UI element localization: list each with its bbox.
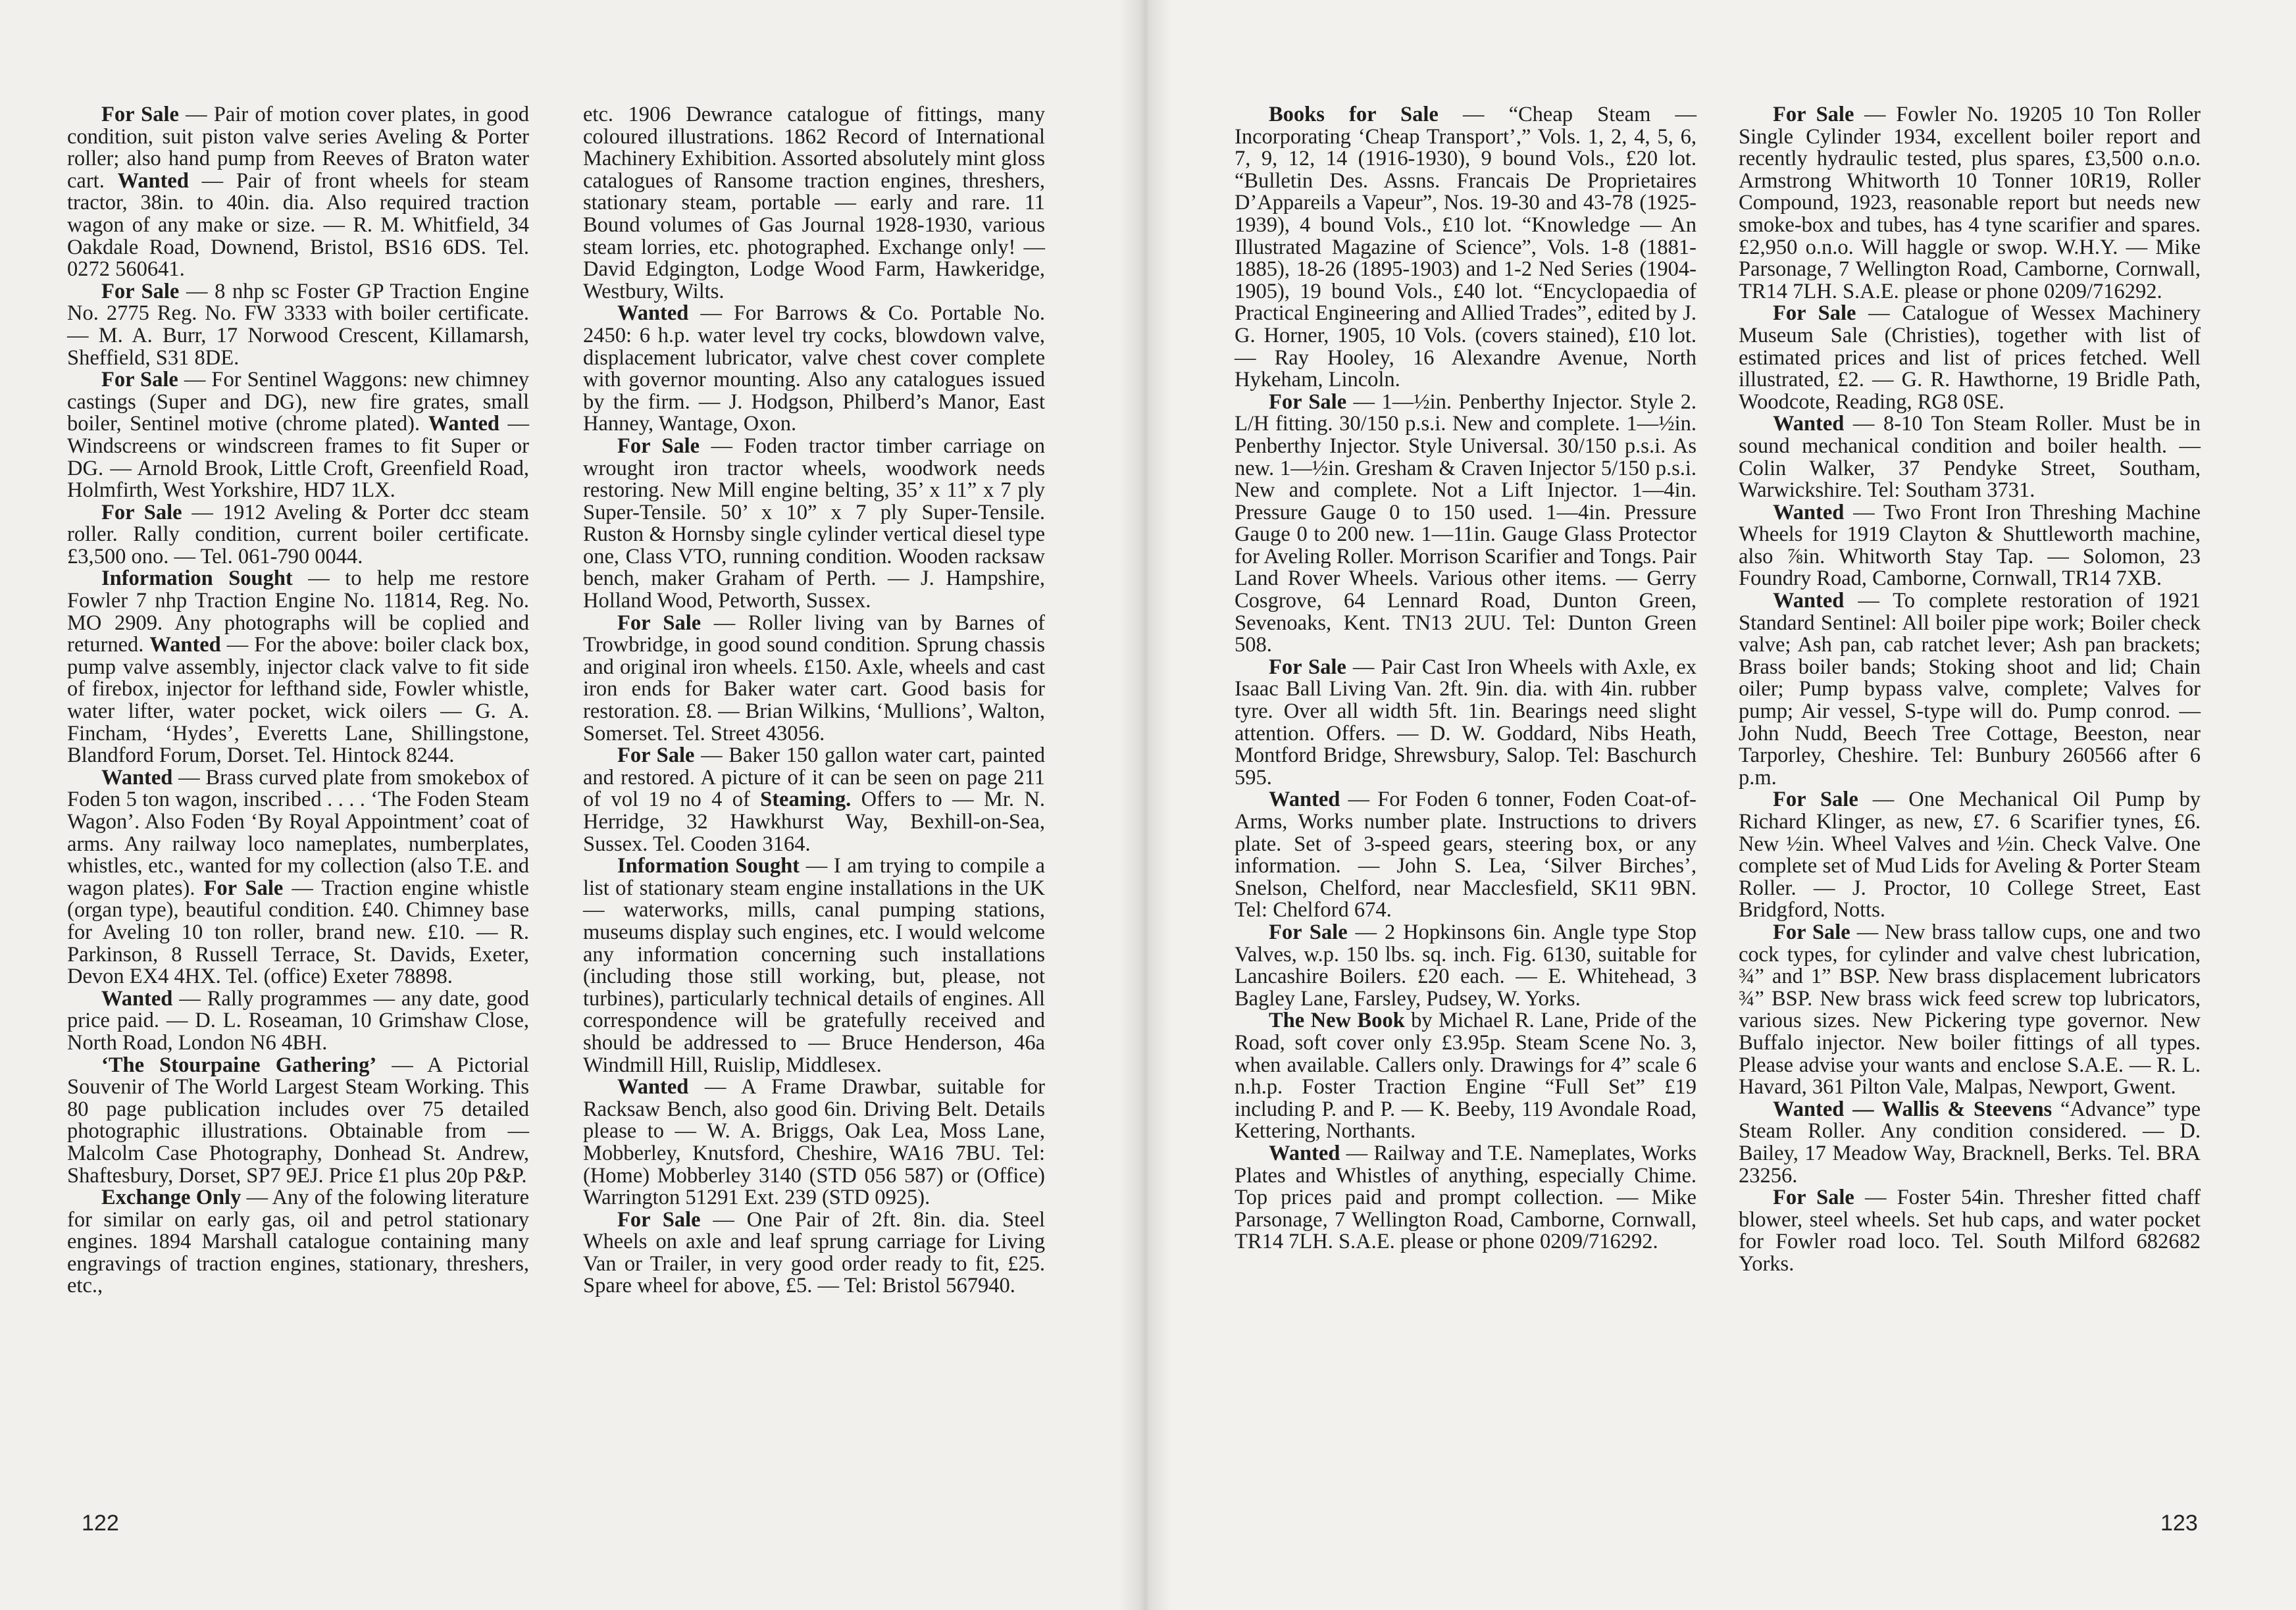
classified-ad	[1235, 104, 1696, 391]
ad-heading: The New Book	[1269, 1009, 1405, 1033]
ad-heading: For Sale	[1773, 920, 1850, 944]
ad-text: — Windscreens or windscreen frames to fit Super or DG. — Arnold Brook, Little Croft, Greenfield Road, Holmfirth, West Yorkshire, HD7 1LX.	[67, 412, 529, 503]
ad-heading: Information Sought	[101, 566, 293, 591]
ad-text: — 8 nhp sc Foster GP Traction Engine No. 2775 Reg. No. FW 3333 with boiler certificate. — M. A. Burr, 17 Norwood Crescent, Killamarsh, Sheffield, S31 8DE.	[67, 279, 529, 370]
page-number: 123	[2160, 1511, 2198, 1536]
classified-ad	[1235, 922, 1696, 1010]
classified-ad	[1739, 413, 2201, 501]
ad-heading: Wanted	[149, 633, 221, 657]
ad-text: — To complete restoration of 1921 Standard Sentinel: All boiler pipe work; Boiler check valve; Ash pan, cab ratchet lever; Ash pan brackets; Brass boiler bands; Stoking shoot and lid; Chain oiler; Pump bypass valve, complete; Valves for pump; Air vessel, S-type will do. Pump conrod. — John Nudd, Beech Tree Cottage, Beeston, near Tarporley, Cheshire. Tel: Bunbury 260566 after 6 p.m.	[1739, 589, 2201, 790]
ad-heading: Exchange Only	[101, 1186, 242, 1210]
classified-ad	[67, 281, 529, 369]
ad-text: — to help me restore Fowler 7 nhp Traction Engine No. 11814, Reg. No. MO 2909. Any photographs will be coplied and returned.	[67, 566, 529, 657]
classified-ad	[67, 988, 529, 1055]
ad-text: — For Foden 6 tonner, Foden Coat-of-Arms, Works number plate. Instructions to drivers plate. Set of 3-speed gears, steering box, or any information. — John S. Lea, ‘Silver Birches’, Snelson, Chelford, near Macclesfield, SK11 9BN. Tel: Chelford 674.	[1235, 788, 1696, 922]
ad-heading: Books for Sale	[1269, 103, 1439, 126]
ad-heading: For Sale	[1269, 920, 1348, 944]
ad-heading: Wanted	[1773, 589, 1845, 613]
ad-text: etc. 1906 Dewrance catalogue of fittings, many coloured illustrations. 1862 Record of International Machinery Exhibition. Assorted absolutely mint gloss catalogues of Ransome traction engines, threshers, stationary steam, portable — early and rare. 11 Bound volumes of Gas Journal 1928-1930, various steam lorries, etc. photographed. Exchange only! — David Edgington, Lodge Wood Farm, Hawkeridge, Westbury, Wilts.	[583, 103, 1045, 303]
classified-ad	[1739, 502, 2201, 590]
classified-ad	[67, 767, 529, 988]
ad-heading: Wanted	[101, 986, 173, 1011]
classified-ad	[583, 613, 1045, 745]
classified-ad	[1739, 922, 2201, 1099]
ad-heading: For Sale	[101, 279, 180, 303]
ad-heading: Wanted	[617, 301, 689, 326]
ad-heading: Wanted	[117, 168, 189, 193]
ad-heading: Wanted	[1269, 1141, 1340, 1165]
ad-heading: For Sale	[203, 876, 284, 900]
ad-heading: For Sale	[1269, 655, 1346, 679]
classified-ad	[1739, 1187, 2201, 1275]
classified-ad	[583, 104, 1045, 303]
classified-ad	[1739, 104, 2201, 303]
ad-heading: For Sale	[101, 368, 178, 392]
ad-heading: Wanted	[101, 765, 173, 790]
ad-heading: For Sale	[101, 500, 182, 524]
ad-heading: For Sale	[1773, 103, 1854, 126]
classified-ad	[67, 104, 529, 281]
ad-text: — New brass tallow cups, one and two cock types, for cylinder and valve chest lubrication, ¾” and 1” BSP. New brass displacement lubricators ¾” BSP. New brass wick feed screw top lubricators, various sizes. New Pickering type governor. New Buffalo injector. New boiler fittings of all types. Please advise your wants and enclose S.A.E. — R. L. Havard, 361 Pilton Vale, Malpas, Newport, Gwent.	[1739, 920, 2201, 1099]
ad-heading: Wanted — Wallis & Steevens	[1773, 1097, 2053, 1121]
ad-text: — 2 Hopkinsons 6in. Angle type Stop Valves, w.p. 150 lbs. sq. inch. Fig. 6130, suitable for Lancashire Boilers. £20 each. — E. Whitehead, 3 Bagley Lane, Farsley, Pudsey, W. Yorks.	[1235, 920, 1696, 1011]
classified-ad	[67, 568, 529, 767]
classified-ad	[1739, 789, 2201, 922]
ad-heading: For Sale	[1773, 788, 1858, 812]
ad-text: — 1—½in. Penberthy Injector. Style 2. L/H fitting. 30/150 p.s.i. New and complete. 1—½in. Penberthy Injector. Style Universal. 30/150 p.s.i. As new. 1—½in. Gresham & Craven Injector 5/150 p.s.i. New and complete. Not a Lift Injector. 1—4in. Pressure Gauge 0 to 150 used. 1—4in. Pressure Gauge 0 to 200 new. 1—11in. Gauge Glass Protector for Aveling Roller. Morrison Scarifier and Tongs. Pair Land Rover Wheels. Various other items. — Gerry Cosgrove, 64 Lennard Road, Dunton Green, Sevenoaks, Kent. TN13 2UU. Tel: Dunton Green 508.	[1235, 390, 1696, 657]
classified-ad	[583, 1076, 1045, 1209]
ad-text: — “Cheap Steam — Incorporating ‘Cheap Transport’,” Vols. 1, 2, 4, 5, 6, 7, 9, 12, 14 (1916-1930), 9 bound Vols., £20 lot. “Bulletin Des. Assns. Francais De Proprietaires D’Appareils a Vapeur”, Nos. 19-30 and 43-78 (1925-1939), 4 bound Vols., £10 lot. “Knowledge — An Illustrated Magazine of Science”, Vols. 1-8 (1881-1885), 18-26 (1895-1903) and 1-2 Ned Series (1904-1905), 19 bound Vols., £40 lot. “Encyclopaedia of Practical Engineering and Allied Trades”, edited by J. G. Horner, 1905, 10 Vols. (covers stained), £10 lot. — Ray Hooley, 16 Alexandre Avenue, North Hykeham, Lincoln.	[1235, 103, 1697, 392]
classified-ad	[1235, 1010, 1696, 1143]
classified-ad	[67, 369, 529, 502]
ad-heading: Wanted	[428, 412, 499, 436]
ad-text: — Roller living van by Barnes of Trowbridge, in good sound condition. Sprung chassis and original iron wheels. £150. Axle, wheels and cast iron ends for Baker water cart. Good basis for restoration. £8. — Brian Wilkins, ‘Mullions’, Walton, Somerset. Tel. Street 43056.	[583, 611, 1045, 745]
left-page	[0, 0, 1142, 1610]
ad-text: — Catalogue of Wessex Machinery Museum Sale (Christies), together with list of estimated prices and list of prices fetched. Well illustrated, £2. — G. R. Hawthorne, 19 Bridle Path, Woodcote, Reading, RG8 0SE.	[1739, 301, 2201, 414]
ad-text: — Pair of front wheels for steam tractor, 38in. to 40in. dia. Also required traction wagon of any make or size. — R. M. Whitfield, 34 Oakdale Road, Downend, Bristol, BS16 6DS. Tel. 0272 560641.	[67, 168, 529, 282]
ad-text: — Any of the folowing literature for similar on early gas, oil and petrol stationary engines. 1894 Marshall catalogue containing many engravings of traction engines, stationary, threshers, etc.,	[67, 1186, 529, 1298]
right-page	[1142, 0, 2296, 1610]
left-page-column-2	[583, 104, 1045, 1297]
right-page-column-1	[1235, 104, 1696, 1253]
ad-text: Offers to — Mr. N. Herridge, 32 Hawkhurst Way, Bexhill-on-Sea, Sussex. Tel. Cooden 3164.	[583, 788, 1045, 856]
ad-text: — A Frame Drawbar, suitable for Racksaw Bench, also good 6in. Driving Belt. Details please to — W. A. Briggs, Oak Lea, Moss Lane, Mobberley, Knutsford, Cheshire, WA16 7BU. Tel: (Home) Mobberley 3140 (STD 056 587) or (Office) Warrington 51291 Ext. 239 (STD 0925).	[583, 1075, 1045, 1210]
classified-ad	[583, 745, 1045, 855]
classified-ad	[1235, 657, 1696, 790]
classified-ad	[67, 1055, 529, 1188]
classified-ad	[1739, 590, 2201, 789]
classified-ad	[1235, 391, 1696, 657]
ad-heading: For Sale	[1773, 301, 1856, 326]
ad-text: — One Mechanical Oil Pump by Richard Klinger, as new, £7. 6 Scarifier tynes, £6. New ½in. Wheel Valves and ½in. Check Valve. One complete set of Mud Lids for Aveling & Porter Steam Roller. — J. Proctor, 10 College Street, East Bridgford, Notts.	[1739, 788, 2201, 922]
ad-text: — For Barrows & Co. Portable No. 2450: 6 h.p. water level try cocks, blowdown valve, displacement lubricator, valve chest cover complete with governor mounting. Also any catalogues issued by the firm. — J. Hodgson, Philberd’s Manor, East Hanney, Wantage, Oxon.	[583, 301, 1045, 436]
classified-ad	[583, 855, 1045, 1076]
classified-ad	[583, 303, 1045, 436]
classified-ad	[67, 502, 529, 568]
ad-text: — One Pair of 2ft. 8in. dia. Steel Wheels on axle and leaf sprung carriage for Living Van or Trailer, in very good order ready to fit, £25. Spare wheel for above, £5. — Tel: Bristol 567940.	[583, 1207, 1045, 1298]
ad-heading: For Sale	[1269, 390, 1347, 414]
book-gutter	[1119, 0, 1171, 1610]
classified-ad	[1739, 303, 2201, 413]
ad-text: — 1912 Aveling & Porter dcc steam roller. Rally condition, current boiler certificate. £3,500 ono. — Tel. 061-790 0044.	[67, 500, 529, 568]
ad-text: — Pair Cast Iron Wheels with Axle, ex Isaac Ball Living Van. 2ft. 9in. dia. with 4in. rubber tyre. Over all width 5ft. 1in. Bearings need slight attention. Offers. — D. W. Goddard, Nibs Heath, Montford Bridge, Shrewsbury, Salop. Tel: Baschurch 595.	[1235, 655, 1696, 790]
ad-text: — Pair of motion cover plates, in good condition, suit piston valve series Aveling & Porter roller; also hand pump from Reeves of Braton water cart.	[67, 103, 529, 193]
classified-ad	[1739, 1099, 2201, 1187]
ad-text: — Traction engine whistle (organ type), beautiful condition. £40. Chimney base for Aveling 10 ton roller, brand new. £10. — R. Parkinson, 8 Russell Terrace, St. Davids, Exeter, Devon EX4 4HX. Tel. (office) Exeter 78898.	[67, 876, 529, 989]
ad-text: — 8-10 Ton Steam Roller. Must be in sound mechanical condition and boiler health. — Colin Walker, 37 Pendyke Street, Southam, Warwickshire. Tel: Southam 3731.	[1739, 412, 2201, 503]
ad-heading: Wanted	[617, 1075, 689, 1099]
ad-heading: Wanted	[1773, 500, 1845, 524]
ad-heading: ‘The Stourpaine Gathering’	[101, 1053, 377, 1077]
ad-text: by Michael R. Lane, Pride of the Road, soft cover only £3.95p. Steam Scene No. 3, when available. Callers only. Drawings for 4” scale 6 n.h.p. Foster Traction Engine “Full Set” £19 including P. and P. — K. Beeby, 119 Avondale Road, Kettering, Northants.	[1235, 1009, 1697, 1144]
page-number: 122	[82, 1511, 119, 1536]
ad-heading: Wanted	[1269, 788, 1340, 812]
ad-heading: Wanted	[1773, 412, 1845, 436]
ad-heading: For Sale	[617, 434, 700, 458]
left-page-column-1	[67, 104, 529, 1297]
ad-heading: For Sale	[1773, 1186, 1854, 1210]
classified-ad	[1235, 1143, 1696, 1253]
ad-text: — A Pictorial Souvenir of The World Largest Steam Working. This 80 page publication includes over 75 detailed photographic illustrations. Obtainable from — Malcolm Case Photography, Donhead St. Andrew, Shaftesbury, Dorset, SP7 9EJ. Price £1 plus 20p P&P.	[67, 1053, 529, 1188]
classified-ad	[583, 436, 1045, 613]
classified-ad	[67, 1187, 529, 1297]
ad-heading: Steaming.	[760, 788, 852, 812]
ad-text: — Rally programmes — any date, good price paid. — D. L. Roseaman, 10 Grimshaw Close, North Road, London N6 4BH.	[67, 986, 529, 1055]
ad-text: — Brass curved plate from smokebox of Foden 5 ton wagon, inscribed . . . . ‘The Foden Steam Wagon’. Also Foden ‘By Royal Appointment’ coat of arms. Any railway loco nameplates, numberplates, whistles, etc., wanted for my collection (also T.E. and wagon plates).	[67, 765, 529, 900]
right-page-column-2	[1739, 104, 2201, 1275]
classified-ad	[1235, 789, 1696, 922]
classified-ad	[583, 1209, 1045, 1297]
ad-heading: For Sale	[617, 611, 702, 635]
ad-text: — Foster 54in. Thresher fitted chaff blower, steel wheels. Set hub caps, and water pocket for Fowler road loco. Tel. South Milford 682682 Yorks.	[1739, 1186, 2201, 1276]
ad-heading: For Sale	[101, 103, 179, 126]
ad-text: — Foden tractor timber carriage on wrought iron tractor wheels, woodwork needs restoring. New Mill engine belting, 35’ x 11” x 7 ply Super-Tensile. 50’ x 10” x 7 ply Super-Tensile. Ruston & Hornsby single cylinder vertical diesel type one, Class VTO, running condition. Wooden racksaw bench, maker Graham of Perth. — J. Hampshire, Holland Wood, Petworth, Sussex.	[583, 434, 1045, 613]
ad-text: — Fowler No. 19205 10 Ton Roller Single Cylinder 1934, excellent boiler report and recently hydraulic tested, plus spares, £3,500 o.n.o. Armstrong Whitworth 10 Tonner 10R19, Roller Compound, 1923, reasonable report but needs new smoke-box and tubes, has 4 tyne scarifier and spares. £2,950 o.n.o. Will haggle or swop. W.H.Y. — Mike Parsonage, 7 Wellington Road, Camborne, Cornwall, TR14 7LH. S.A.E. please or phone 0209/716292.	[1739, 103, 2201, 303]
ad-heading: For Sale	[617, 743, 695, 768]
ad-text: — Railway and T.E. Nameplates, Works Plates and Whistles of anything, especially Chime. Top prices paid and prompt collection. — Mike Parsonage, 7 Wellington Road, Camborne, Cornwall, TR14 7LH. S.A.E. please or phone 0209/716292.	[1235, 1141, 1696, 1254]
ad-text: — Baker 150 gallon water cart, painted and restored. A picture of it can be seen on page 211 of vol 19 no 4 of	[583, 743, 1045, 812]
ad-heading: For Sale	[617, 1207, 701, 1232]
ad-text: — For Sentinel Waggons: new chimney castings (Super and DG), new fire grates, small boiler, Sentinel motive (chrome plated).	[67, 368, 529, 436]
ad-text: — I am trying to compile a list of stationary steam engine installations in the UK — waterworks, mills, canal pumping stations, museums display such engines, etc. I would welcome any information concerning such installations (including those still working, but, please, not turbines), particularly technical details of engines. All correspondence will be gratefully received and should be addressed to — Bruce Henderson, 46a Windmill Hill, Ruislip, Middlesex.	[583, 854, 1045, 1077]
ad-text: — Two Front Iron Threshing Machine Wheels for 1919 Clayton & Shuttleworth machine, also ⅞in. Whitworth Stay Tap. — Solomon, 23 Foundry Road, Camborne, Cornwall, TR14 7XB.	[1739, 500, 2201, 591]
ad-text: “Advance” type Steam Roller. Any condition considered. — D. Bailey, 17 Meadow Way, Bracknell, Berks. Tel. BRA 23256.	[1739, 1097, 2201, 1188]
ad-heading: Information Sought	[617, 854, 800, 878]
ad-text: — For the above: boiler clack box, pump valve assembly, injector clack valve to fit side of firebox, injector for lefthand side, Fowler whistle, water lifter, water pocket, wick oilers — G. A. Fincham, ‘Hydes’, Everetts Lane, Shillingstone, Blandford Forum, Dorset. Tel. Hintock 8244.	[67, 633, 529, 768]
